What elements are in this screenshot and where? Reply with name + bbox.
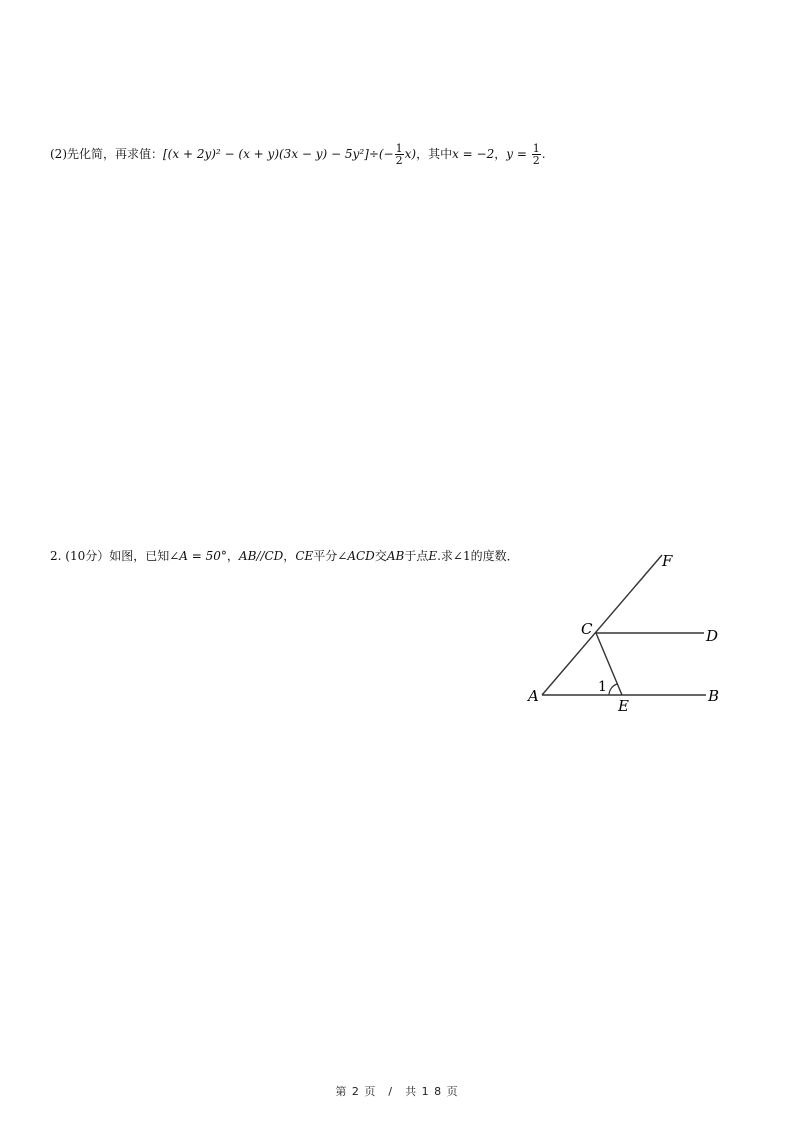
label-c: C: [581, 620, 593, 638]
condition-y: y =: [506, 147, 531, 161]
intersect-text: 交: [374, 549, 387, 563]
question-1-label: (2)先化简，再求值：: [50, 147, 163, 161]
label-angle-1: 1: [598, 679, 607, 695]
condition-text: ，其中: [416, 147, 453, 161]
at-point-text: 于点: [404, 549, 429, 563]
page-footer: 第 2 页 / 共 1 8 页: [335, 1085, 459, 1098]
condition-separator: ，: [494, 147, 507, 161]
fraction-numerator: 1: [395, 142, 403, 155]
fraction-one-half-b: [532, 143, 541, 166]
label-d: D: [706, 627, 719, 645]
segment-ab: AB: [386, 549, 405, 563]
parallel-statement: AB//CD: [238, 549, 284, 563]
fraction-denominator: 2: [532, 154, 540, 167]
point-e: E: [428, 549, 438, 563]
angle-acd: ∠ACD: [337, 549, 375, 563]
expression-part-2: x): [404, 147, 417, 161]
angle-a-value: ∠A = 50°: [169, 549, 227, 563]
segment-ce: CE: [295, 549, 314, 563]
separator: ，: [283, 549, 296, 563]
expression-part-1: [(x + 2y)² − (x + y)(3x − y) − 5y²]÷(−: [163, 147, 394, 161]
fraction-numerator: 1: [532, 142, 540, 155]
label-b: B: [708, 687, 720, 705]
separator: ，: [226, 549, 239, 563]
angle-1-arc: [609, 684, 617, 695]
geometry-figure: [520, 545, 740, 720]
label-a: A: [528, 687, 539, 705]
question-1-simplify: [50, 142, 546, 166]
bisect-text: 平分: [313, 549, 338, 563]
line-af: [542, 555, 662, 695]
question-2-angle: [50, 544, 520, 568]
label-f: F: [662, 552, 673, 570]
ask-text: .求∠1的度数．: [437, 549, 519, 563]
condition-x: x = −2: [452, 147, 495, 161]
expression-end: .: [541, 147, 546, 161]
fraction-one-half-a: [395, 143, 404, 166]
question-2-number-score: 2. (10分）如图，已知: [50, 549, 170, 563]
fraction-denominator: 2: [395, 154, 403, 167]
label-e: E: [618, 697, 629, 715]
